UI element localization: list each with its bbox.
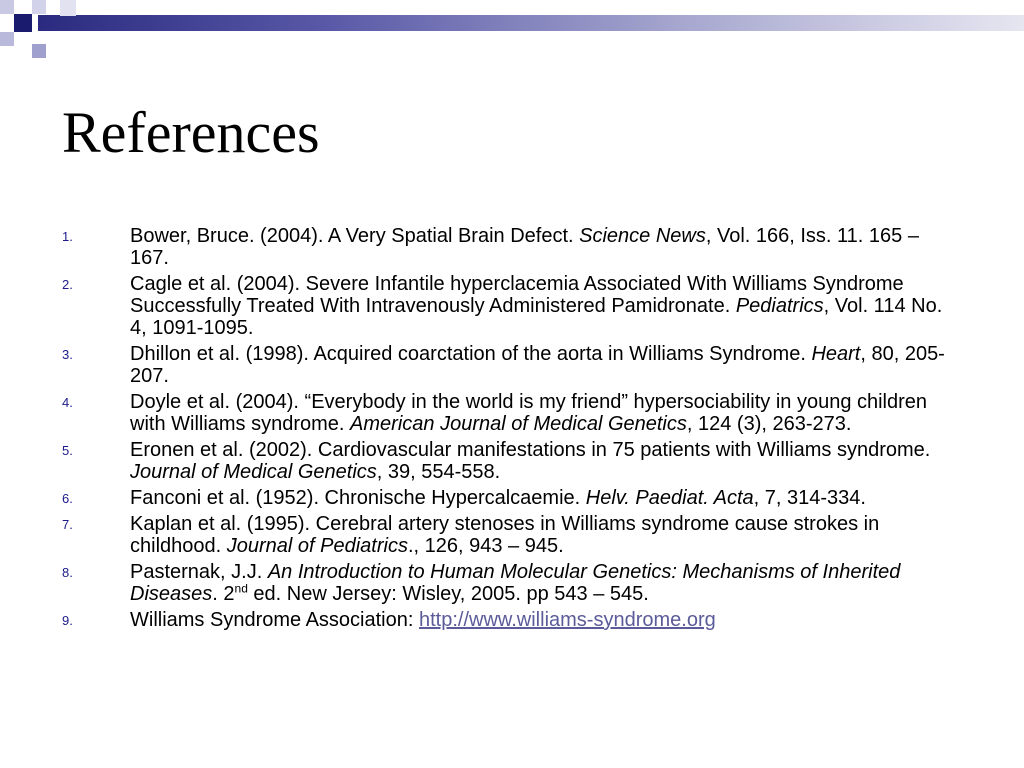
reference-text: Dhillon et al. (1998). Acquired coarctation of the aorta in Williams Syndrome. — [130, 343, 812, 365]
reference-number: 1. — [62, 229, 73, 244]
website-link[interactable]: http://www.williams-syndrome.org — [418, 609, 716, 631]
decorative-square — [60, 0, 76, 16]
reference-source: American Journal of Medical Genetics — [350, 413, 687, 435]
reference-text: , 124 (3), 263-273. — [686, 413, 852, 435]
reference-source: Heart — [811, 343, 861, 365]
reference-number: 2. — [62, 277, 73, 292]
decorative-square — [14, 14, 32, 32]
reference-source: Pediatrics — [735, 295, 824, 317]
reference-text: Fanconi et al. (1952). Chronische Hypercalcaemie. — [130, 487, 586, 509]
reference-text: , Vol. 114 No. 4, 1091-1095. — [130, 295, 943, 339]
reference-text: , Vol. 166, Iss. 11. 165 – 167. — [130, 225, 919, 269]
reference-number: 8. — [62, 565, 73, 580]
reference-text: ed. New Jersey: Wisley, 2005. pp 543 – 545. — [247, 583, 649, 605]
reference-item — [0, 343, 1000, 387]
reference-text: Pasternak, J.J. — [130, 561, 268, 583]
decorative-square — [0, 0, 14, 14]
decorative-square — [0, 32, 14, 46]
reference-text: ., 126, 943 – 945. — [407, 535, 564, 557]
reference-number: 9. — [62, 613, 73, 628]
reference-text: . 2 — [212, 583, 235, 605]
reference-text: Bower, Bruce. (2004). A Very Spatial Brain Defect. — [130, 225, 580, 247]
reference-number: 5. — [62, 443, 73, 458]
reference-list — [0, 225, 1000, 635]
reference-text: , 7, 314-334. — [753, 487, 866, 509]
superscript: nd — [234, 581, 248, 596]
reference-number: 7. — [62, 517, 73, 532]
reference-source: Science News — [579, 225, 706, 247]
reference-item — [0, 391, 1000, 435]
decorative-square — [32, 0, 46, 14]
reference-text: Cagle et al. (2004). Severe Infantile hyperclacemia Associated With Williams Syndrome Successfully Treated With Intravenously Administered Pamidronate. — [130, 273, 904, 317]
reference-text: Eronen et al. (2002). Cardiovascular manifestations in 75 patients with Williams syndrome. — [130, 439, 931, 461]
reference-item — [0, 487, 1000, 509]
decorative-square — [32, 44, 46, 58]
reference-text: Kaplan et al. (1995). Cerebral artery stenoses in Williams syndrome cause strokes in childhood. — [130, 513, 880, 557]
reference-item — [0, 225, 1000, 269]
reference-number: 6. — [62, 491, 73, 506]
reference-source: An Introduction to Human Molecular Genetics: Mechanisms of Inherited Diseases — [130, 561, 901, 605]
reference-item — [0, 609, 1000, 631]
reference-item — [0, 273, 1000, 339]
slide-title: References — [62, 100, 320, 165]
reference-item — [0, 561, 1000, 605]
reference-source: Journal of Medical Genetics — [130, 461, 377, 483]
reference-number: 4. — [62, 395, 73, 410]
header-gradient-bar — [38, 15, 1024, 31]
reference-text: , 39, 554-558. — [376, 461, 501, 483]
reference-text: Williams Syndrome Association: — [130, 609, 419, 631]
reference-number: 3. — [62, 347, 73, 362]
reference-source: Helv. Paediat. Acta — [585, 487, 754, 509]
reference-text: , 80, 205-207. — [130, 343, 945, 387]
reference-item — [0, 439, 1000, 483]
reference-item — [0, 513, 1000, 557]
reference-source: Journal of Pediatrics — [226, 535, 408, 557]
reference-text: Doyle et al. (2004). “Everybody in the world is my friend” hypersociability in young children with Williams syndrome. — [130, 391, 928, 435]
